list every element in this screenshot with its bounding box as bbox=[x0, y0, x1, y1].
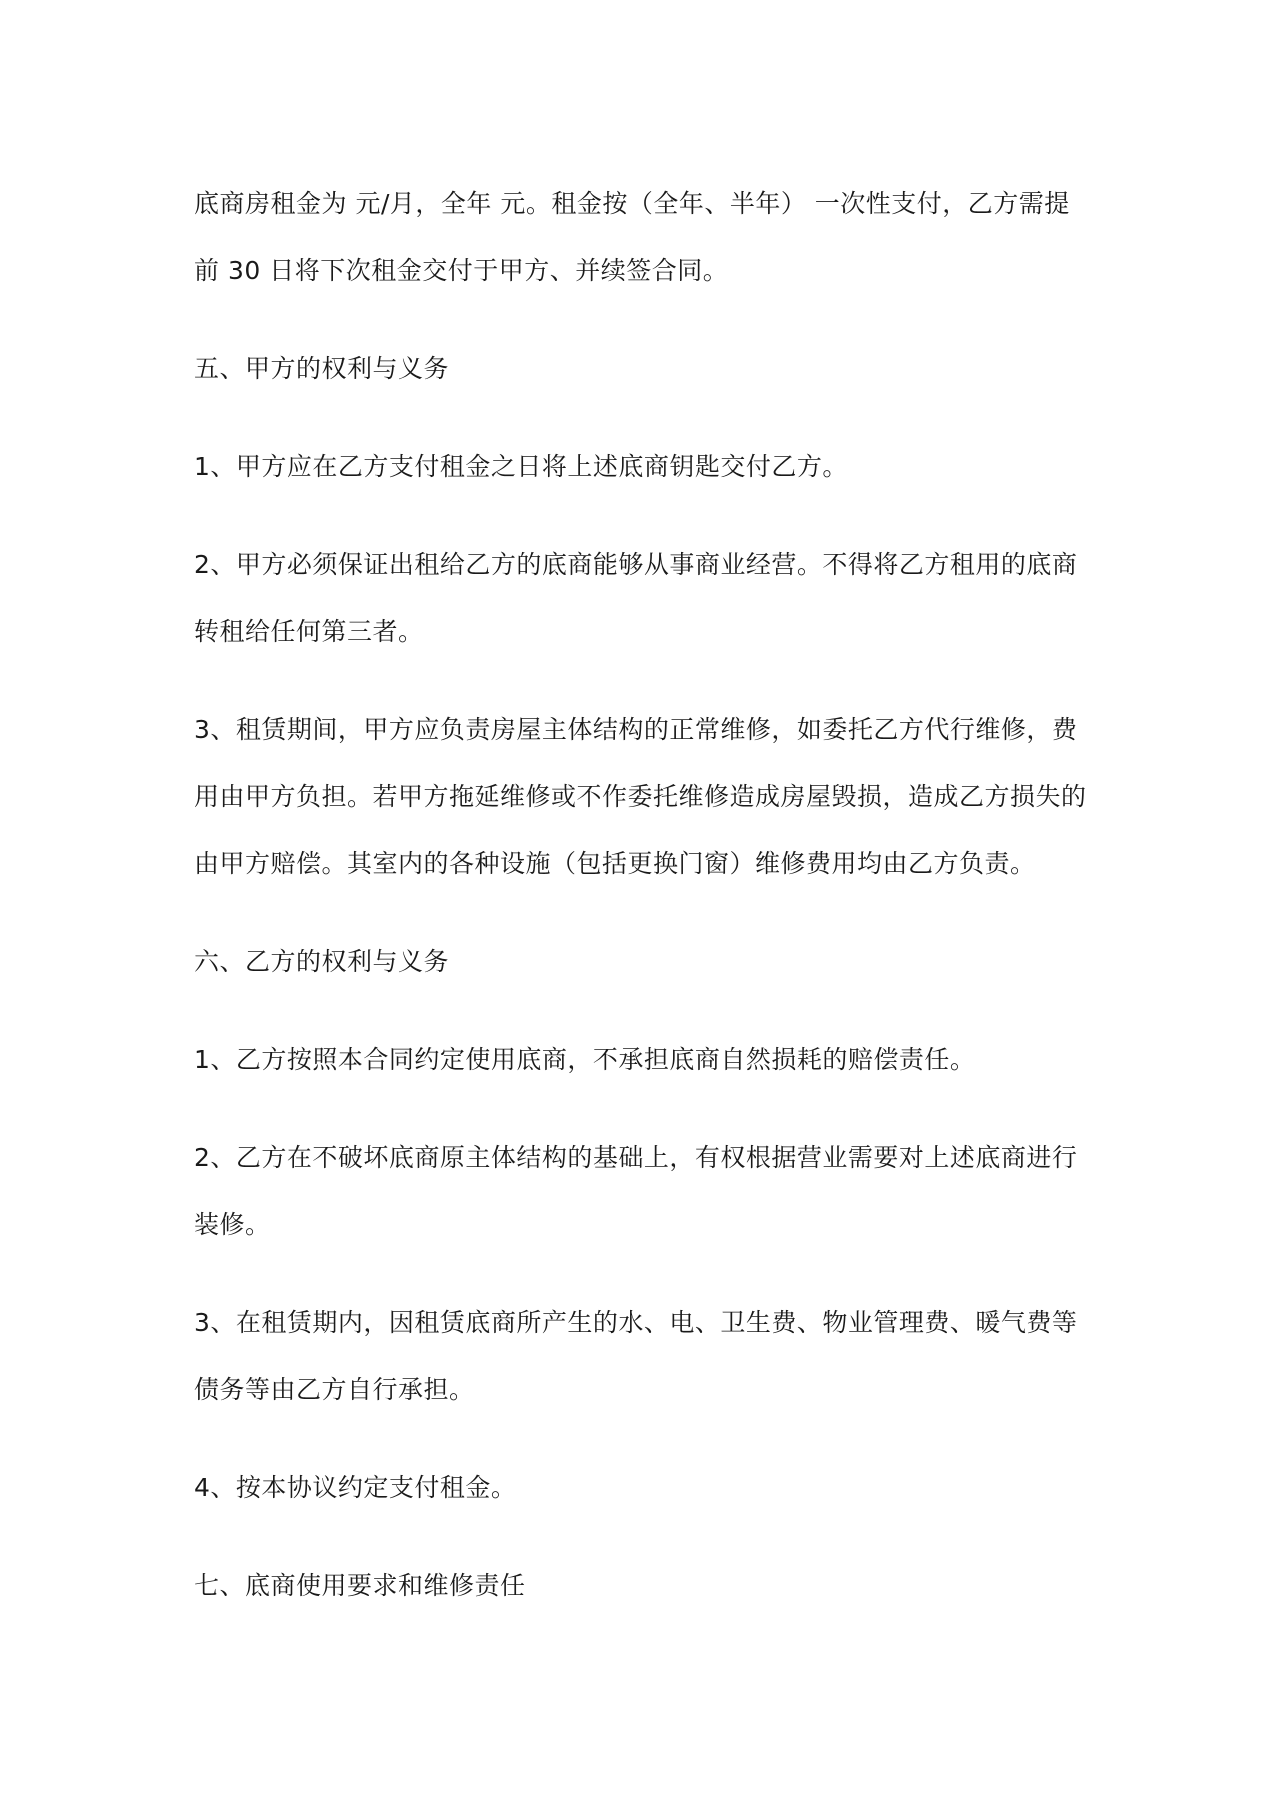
text-line: 4、按本协议约定支付租金。 bbox=[194, 1473, 517, 1502]
text-line: 装修。 bbox=[194, 1210, 271, 1239]
text-line: 底商房租金为 元/月，全年 元。租金按（全年、半年） 一次性支付，乙方需提 bbox=[194, 189, 1070, 218]
party-a-clause-3 bbox=[194, 696, 1094, 897]
text-line: 1、甲方应在乙方支付租金之日将上述底商钥匙交付乙方。 bbox=[194, 452, 848, 481]
party-b-clause-4 bbox=[194, 1454, 1094, 1521]
text-line: 3、租赁期间，甲方应负责房屋主体结构的正常维修，如委托乙方代行维修，费 bbox=[194, 715, 1078, 744]
party-b-clause-3 bbox=[194, 1289, 1094, 1423]
section-title: 七、底商使用要求和维修责任 bbox=[194, 1571, 526, 1600]
section-title: 六、乙方的权利与义务 bbox=[194, 947, 450, 976]
party-b-clause-1 bbox=[194, 1026, 1094, 1093]
document-page bbox=[194, 170, 1094, 1650]
section-heading-party-b bbox=[194, 928, 1094, 995]
text-line: 2、甲方必须保证出租给乙方的底商能够从事商业经营。不得将乙方租用的底商 bbox=[194, 550, 1078, 579]
section-heading-party-a bbox=[194, 335, 1094, 402]
section-heading-usage-maintenance bbox=[194, 1552, 1094, 1619]
party-a-clause-1 bbox=[194, 433, 1094, 500]
text-line: 用由甲方负担。若甲方拖延维修或不作委托维修造成房屋毁损，造成乙方损失的 bbox=[194, 782, 1087, 811]
rent-payment-paragraph bbox=[194, 170, 1094, 304]
party-a-clause-2 bbox=[194, 531, 1094, 665]
party-b-clause-2 bbox=[194, 1124, 1094, 1258]
text-line: 2、乙方在不破坏底商原主体结构的基础上，有权根据营业需要对上述底商进行 bbox=[194, 1143, 1078, 1172]
text-line: 由甲方赔偿。其室内的各种设施（包括更换门窗）维修费用均由乙方负责。 bbox=[194, 849, 1036, 878]
section-title: 五、甲方的权利与义务 bbox=[194, 354, 450, 383]
text-line: 3、在租赁期内，因租赁底商所产生的水、电、卫生费、物业管理费、暖气费等 bbox=[194, 1308, 1078, 1337]
text-line: 转租给任何第三者。 bbox=[194, 617, 424, 646]
text-line: 1、乙方按照本合同约定使用底商，不承担底商自然损耗的赔偿责任。 bbox=[194, 1045, 976, 1074]
text-line: 债务等由乙方自行承担。 bbox=[194, 1375, 475, 1404]
text-line: 前 30 日将下次租金交付于甲方、并续签合同。 bbox=[194, 256, 729, 285]
